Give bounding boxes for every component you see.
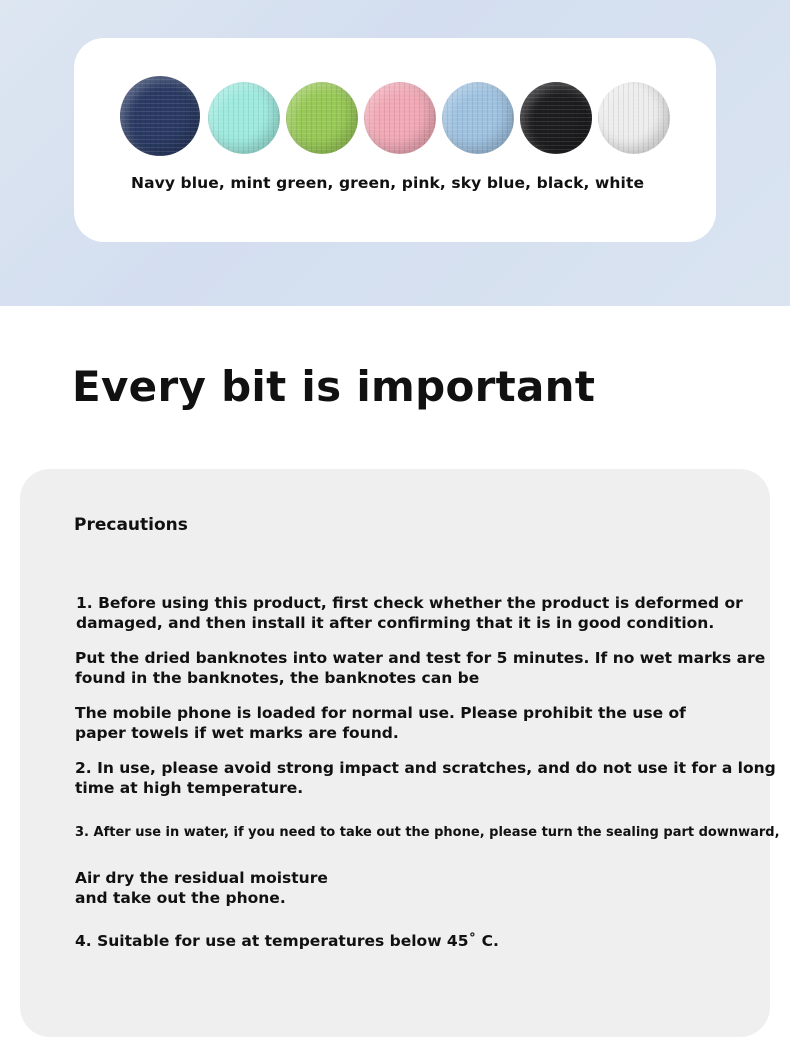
swatch-navy-blue[interactable]	[120, 76, 200, 156]
text-line: 1. Before using this product, first check whether the product is deformed or	[76, 594, 743, 612]
swatch-black[interactable]	[520, 82, 592, 154]
swatch-pink[interactable]	[364, 82, 436, 154]
text-line: Air dry the residual moisture	[75, 869, 328, 887]
precaution-item-4: 4. Suitable for use at temperatures below 45˚ C.	[75, 932, 499, 950]
precaution-item-2	[75, 758, 776, 798]
swatch-green[interactable]	[286, 82, 358, 154]
precaution-air-dry	[75, 868, 755, 908]
text-line: 2. In use, please avoid strong impact and scratches, and do not use it for a long	[75, 759, 776, 777]
text-line: time at high temperature.	[75, 779, 304, 797]
color-list-caption: Navy blue, mint green, green, pink, sky blue, black, white	[131, 174, 645, 192]
text-line: damaged, and then install it after confirming that it is in good condition.	[76, 614, 715, 632]
precautions-card	[20, 469, 780, 1037]
precautions-title: Precautions	[74, 515, 188, 535]
text-line: paper towels if wet marks are found.	[75, 724, 399, 742]
color-section-background	[0, 0, 790, 306]
precaution-item-3: 3. After use in water, if you need to take out the phone, please turn the sealing part downward,	[75, 825, 780, 840]
text-line: and take out the phone.	[75, 889, 286, 907]
text-line: Put the dried banknotes into water and test for 5 minutes. If no wet marks are	[75, 649, 766, 667]
precaution-phone-loading	[75, 703, 755, 743]
color-swatch-row	[120, 76, 680, 156]
swatch-mint-green[interactable]	[208, 82, 280, 154]
text-line: found in the banknotes, the banknotes can be	[75, 669, 480, 687]
page-headline: Every bit is important	[72, 362, 596, 411]
precaution-banknote-test	[75, 648, 766, 688]
text-line: The mobile phone is loaded for normal use. Please prohibit the use of	[75, 704, 686, 722]
swatch-white[interactable]	[598, 82, 670, 154]
swatch-sky-blue[interactable]	[442, 82, 514, 154]
color-options-card	[74, 38, 716, 242]
precaution-item-1	[76, 593, 756, 633]
